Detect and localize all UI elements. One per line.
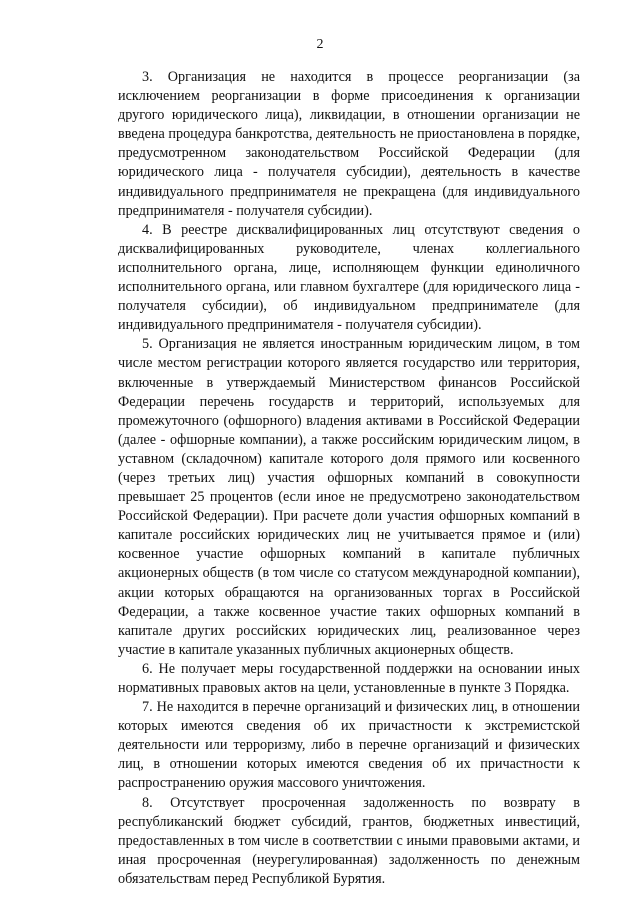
paragraph-item-8: 8. Отсутствует просроченная задолженность по возврату в республиканский бюджет субсидий, грантов, бюджетных инвестиций, предоставленных в том числе в соответствии с иными правовыми актами, и иная просроченная (неурегулированная) задолженность по денежным обязательствам перед Республикой Бурятия. (118, 794, 580, 887)
paragraph-item-7: 7. Не находится в перечне организаций и физических лиц, в отношении которых имеются сведения об их причастности к экстремистской деятельности или терроризму, либо в перечне организаций и физических лиц, в отношении которых имеются сведения об их причастности к распространению оружия массового уничтожения. (118, 699, 580, 792)
document-body (118, 68, 580, 889)
page-number: 2 (316, 37, 324, 52)
paragraph-item-5: 5. Организация не является иностранным юридическим лицом, в том числе местом регистрации которого является государство или территория, включенные в утверждаемый Министерством финансов Российской Федерации перечень государств и территорий, используемых для промежуточного (офшорного) владения активами в Российской Федерации (далее - офшорные компании), а также российским юридическим лицом, в уставном (складочном) капитале которого доля прямого или косвенного (через третьих лиц) участия офшорных компаний в совокупности превышает 25 процентов (если иное не предусмотрено законодательством Российской Федерации). При расчете доли участия офшорных компаний в капитале российских юридических лиц не учитывается прямое и (или) косвенное участие офшорных компаний в капитале публичных акционерных обществ (в том числе со статусом международной компании), акции которых обращаются на организованных торгах в Российской Федерации, а также косвенное участие таких офшорных компаний в капитале других российских юридических лиц, реализованное через участие в капитале указанных публичных акционерных обществ. (118, 336, 580, 658)
paragraph-item-6: 6. Не получает меры государственной поддержки на основании иных нормативных правовых актов на цели, установленные в пункте 3 Порядка. (118, 660, 580, 696)
paragraph-item-3: 3. Организация не находится в процессе реорганизации (за исключением реорганизации в форме присоединения к организации другого юридического лица), ликвидации, в отношении организации не введена процедура банкротства, деятельность не приостановлена в порядке, предусмотренном законодательством Российской Федерации (для юридического лица - получателя субсидии), деятельность в качестве индивидуального предпринимателя не прекращена (для индивидуального предпринимателя - получателя субсидии). (118, 69, 580, 219)
paragraph-item-4: 4. В реестре дисквалифицированных лиц отсутствуют сведения о дисквалифицированных руководителе, членах коллегиального исполнительного органа, лице, исполняющем функции единоличного исполнительного органа, или главном бухгалтере (для юридического лица - получателя субсидии), об индивидуальном предпринимателе (для индивидуального предпринимателя - получателя субсидии). (118, 221, 580, 334)
